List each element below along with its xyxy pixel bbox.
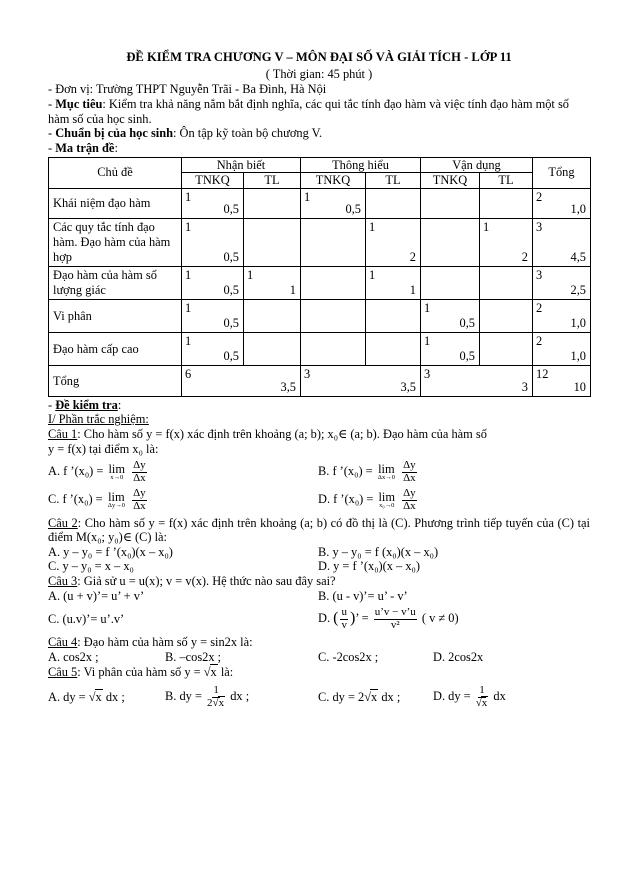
matrix-cell: [480, 299, 533, 332]
matrix-cell: 3 4,5: [533, 218, 591, 266]
total-all: 12 10: [533, 365, 591, 396]
matrix-label: Ma trận đề: [55, 140, 115, 155]
subheader-mc: TNKQ: [421, 173, 480, 189]
matrix-cell: 1 0,5: [182, 266, 244, 299]
option-b: B. (u - v)’= u’ - v’: [318, 588, 408, 603]
test-heading: - Đề kiểm tra:: [48, 397, 122, 412]
goal-line: - Mục tiêu: Kiểm tra khả năng nắm bắt định nghĩa, các qui tắc tính đạo hàm và việc tính đạo hàm một số hàm số của học sinh.: [48, 97, 569, 126]
option-c: C. (u.v)’= u’.v’: [48, 612, 125, 627]
option-a: A. dy = √x dx ;: [48, 690, 125, 704]
test-matrix-table: [48, 157, 591, 397]
unit-label: - Đơn vị:: [48, 82, 94, 97]
exam-page: [48, 50, 590, 709]
matrix-cell: [366, 332, 421, 365]
option-b: B. y – y₀ = f (x₀)(x – x₀): [318, 544, 439, 559]
matrix-cell: [421, 188, 480, 218]
matrix-cell: 2 1,0: [533, 299, 591, 332]
question-4-options: [48, 650, 590, 665]
question-5-options: [48, 685, 590, 709]
table-row: [49, 266, 591, 299]
subheader-tl: TL: [480, 173, 533, 189]
part-1-heading: I/ Phần trắc nghiệm:: [48, 412, 149, 427]
matrix-cell: [244, 188, 301, 218]
prep-value: : Ôn tập kỹ toàn bộ chương V.: [173, 126, 323, 141]
option-a: A. f ’(x₀) = lim x→0 $\frac{\Delta y}{\Delta x}$: [48, 459, 146, 484]
row-label: Vi phân: [49, 299, 182, 332]
matrix-cell: [480, 188, 533, 218]
matrix-cell: [301, 266, 366, 299]
matrix-cell: 1 0,5: [421, 332, 480, 365]
option-b: B. f ’(x₀) = lim Δx→0 $\frac{\Delta y}{\Delta x}$: [318, 459, 416, 484]
prep-line: - Chuẩn bị của học sinh: Ôn tập kỹ toàn bộ chương V.: [48, 126, 323, 141]
matrix-line: - Ma trận đề:: [48, 140, 118, 155]
subheader-mc: TNKQ: [182, 173, 244, 189]
unit-value: Trường THPT Nguyễn Trãi - Ba Đình, Hà Nội: [95, 82, 327, 97]
matrix-cell: 2 1,0: [533, 188, 591, 218]
matrix-cell: [366, 299, 421, 332]
option-a: A. cos2x ;: [48, 650, 99, 665]
option-d: D. ( $\frac{u}{v}$ )’ = $\frac{u’v - v’u}{\text{v²}}$ ( v ≠ 0): [318, 606, 459, 631]
question-3-options-cd: [48, 607, 590, 631]
question-2: Câu 2: Cho hàm số y = f(x) xác định trên khoảng (a; b) có đồ thị là (C). Phương trình tiếp tuyến của (C) tại điểm M(x₀; y₀)∈ (C) là:: [48, 515, 590, 545]
row-label: Khái niệm đạo hàm: [49, 188, 182, 218]
question-1-options-ab: [48, 460, 590, 484]
option-c: C. y – y₀ = x – x₀: [48, 559, 134, 574]
matrix-cell: 1 1: [366, 266, 421, 299]
header-apply: Vận dụng: [421, 157, 533, 173]
matrix-cell: 1 1: [244, 266, 301, 299]
matrix-cell: [244, 299, 301, 332]
matrix-cell: 1 2: [366, 218, 421, 266]
question-5: Câu 5: Vi phân của hàm số y = √x là:: [48, 664, 234, 679]
row-label: Đạo hàm của hàm số lượng giác: [49, 266, 182, 299]
table-row: [49, 188, 591, 218]
unit-line: [48, 82, 590, 97]
time-limit: ( Thời gian: 45 phút ): [265, 66, 373, 81]
goal-value: : Kiểm tra khả năng nắm bắt định nghĩa, các qui tắc tính đạo hàm và việc tính đạo hàm một số hàm số của học sinh.: [48, 97, 569, 126]
header-total: Tổng: [533, 157, 591, 188]
question-4: Câu 4: Đạo hàm của hàm số y = sin2x là:: [48, 635, 253, 650]
table-row: [49, 332, 591, 365]
subheader-tl: TL: [366, 173, 421, 189]
matrix-cell: 2 1,0: [533, 332, 591, 365]
matrix-cell: 1 0,5: [421, 299, 480, 332]
matrix-cell: 1 0,5: [182, 299, 244, 332]
matrix-cell: [301, 218, 366, 266]
total-apply: 3 3: [421, 365, 533, 396]
total-recognize: 6 3,5: [182, 365, 301, 396]
question-1-options-cd: [48, 488, 590, 512]
table-row: [49, 218, 591, 266]
matrix-cell: [421, 266, 480, 299]
table-row: [49, 299, 591, 332]
matrix-cell: [421, 218, 480, 266]
option-d: D. 2cos2x: [433, 650, 484, 665]
header-understand: Thông hiểu: [301, 157, 421, 173]
question-2-options-cd: [48, 559, 590, 574]
total-understand: 3 3,5: [301, 365, 421, 396]
question-1-cont: y = f(x) tại điểm x₀ là:: [48, 441, 159, 456]
matrix-cell: [301, 332, 366, 365]
question-1: Câu 1: Cho hàm số y = f(x) xác định trên khoảng (a; b); x₀∈ (a; b). Đạo hàm của hàm số: [48, 427, 487, 442]
option-d: D. dy = $\frac{1}{√x}$ dx: [433, 684, 506, 709]
question-2-options-ab: [48, 545, 590, 560]
matrix-cell: 1 2: [480, 218, 533, 266]
subheader-tl: TL: [244, 173, 301, 189]
matrix-cell: [244, 218, 301, 266]
option-c: C. dy = 2√x dx ;: [318, 690, 401, 704]
matrix-cell: [366, 188, 421, 218]
matrix-cell: 1 0,5: [182, 218, 244, 266]
subheader-mc: TNKQ: [301, 173, 366, 189]
matrix-cell: [480, 332, 533, 365]
row-label: Đạo hàm cấp cao: [49, 332, 182, 365]
option-a: A. (u + v)’= u’ + v’: [48, 588, 145, 603]
matrix-cell: 1 0,5: [182, 332, 244, 365]
option-d: D. f ’(x₀) = lim x₀→0 $\frac{\Delta y}{\Delta x}$: [318, 487, 416, 512]
matrix-cell: [480, 266, 533, 299]
option-b: B. dy = $\frac{1}{2√x}$ dx ;: [165, 684, 250, 709]
matrix-cell: [244, 332, 301, 365]
matrix-cell: 1 0,5: [182, 188, 244, 218]
question-3-options-ab: [48, 589, 590, 604]
matrix-cell: [301, 299, 366, 332]
goal-label: Mục tiêu: [55, 97, 103, 112]
matrix-body: [49, 188, 591, 365]
row-label: Các quy tắc tính đạo hàm. Đạo hàm của hàm hợp: [49, 218, 182, 266]
option-c: C. f ’(x₀) = lim Δy→0 $\frac{\Delta y}{\Delta x}$: [48, 487, 146, 512]
row-label: Tổng: [49, 365, 182, 396]
matrix-cell: 1 0,5: [301, 188, 366, 218]
page-title: ĐỀ KIỂM TRA CHƯƠNG V – MÔN ĐẠI SỐ VÀ GIẢI TÍCH - LỚP 11: [126, 50, 512, 64]
option-b: B. –cos2x ;: [165, 650, 222, 665]
header-topic: Chủ đề: [49, 157, 182, 188]
question-3: Câu 3: Giả sử u = u(x); v = v(x). Hệ thức nào sau đây sai?: [48, 574, 336, 589]
prep-label: Chuẩn bị của học sinh: [55, 126, 173, 141]
option-a: A. y – y₀ = f ’(x₀)(x – x₀): [48, 544, 173, 559]
matrix-cell: 3 2,5: [533, 266, 591, 299]
option-c: C. -2cos2x ;: [318, 650, 379, 665]
table-row-total: [49, 365, 591, 396]
option-d: D. y = f ’(x₀)(x – x₀): [318, 559, 420, 574]
header-recognize: Nhận biết: [182, 157, 301, 173]
